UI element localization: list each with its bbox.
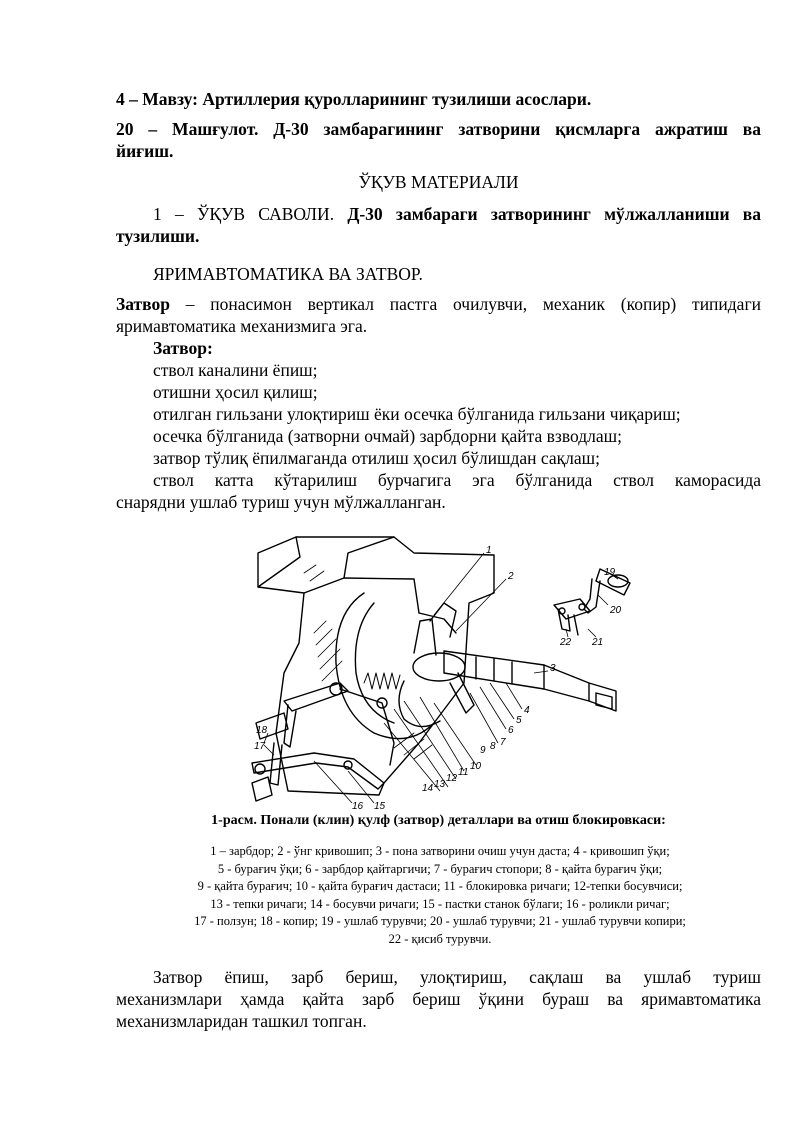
section-title: ЎҚУВ МАТЕРИАЛИ: [358, 172, 519, 192]
callout-12: 12: [446, 773, 458, 784]
list-item: отилган гильзани улоқтириш ёки осечка бўлганида гильзани чиқариш;: [153, 404, 681, 424]
callout-6: 6: [508, 725, 514, 736]
legend-line: 22 - қисиб турувчи.: [388, 931, 492, 946]
subtitle: ЯРИМАВТОМАТИКА ВА ЗАТВОР.: [153, 264, 423, 284]
paragraph-1-line-2: яримавтоматика механизмига эга.: [116, 316, 368, 336]
figure-caption: 1-расм. Понали (клин) қулф (затвор) деталлари ва отиш блокировкаси:: [211, 813, 666, 828]
callout-10: 10: [470, 761, 482, 772]
topic-heading: 4 – Мавзу: Артиллерия қуролларининг тузилиши асослари.: [116, 89, 592, 109]
callout-4: 4: [524, 705, 530, 716]
paragraph-1-line-1: [116, 293, 761, 315]
legend-line: 13 - тепки ричаги; 14 - босувчи ричаги; 15 - пастки станок бўлаги; 16 - роликли ричаг;: [210, 896, 670, 911]
list-heading: Затвор:: [153, 338, 213, 358]
list-item: затвор тўлиқ ёпилмаганда отилиш ҳосил бўлишдан сақлаш;: [153, 448, 600, 468]
callout-11: 11: [458, 767, 469, 778]
list-item-last-line-1: ствол катта кўтарилиш бурчагига эга бўлганида ствол каморасида: [153, 470, 761, 490]
question-line-2: тузилиши.: [116, 226, 200, 246]
callout-19: 19: [604, 567, 616, 578]
term-zatvor: Затвор: [116, 294, 170, 314]
closing-paragraph-line-3: механизмларидан ташкил топган.: [116, 1011, 367, 1031]
legend-line: 17 - ползун; 18 - копир; 19 - ушлаб турувчи; 20 - ушлаб турувчи; 21 - ушлаб турувчи копири;: [194, 914, 686, 928]
callout-16: 16: [352, 801, 364, 811]
list-item-last-line-2: снарядни ушлаб туриш учун мўлжалланган.: [116, 492, 446, 512]
lesson-heading-line-2: йиғиш.: [116, 141, 174, 161]
legend-line: 5 - бурағич ўқи; 6 - зарбдор қайтаргичи; 7 - бурағич стопори; 8 - қайта бурағич ўқи;: [217, 861, 663, 876]
lesson-heading-line-1: 20 – Машғулот. Д-30 замбарагининг затворини қисмларга ажратиш ва: [116, 119, 761, 139]
question-prefix: 1 – ЎҚУВ САВОЛИ.: [153, 204, 335, 224]
callout-13: 13: [434, 779, 446, 790]
paragraph-1-rest: – понасимон вертикал пастга очилувчи, механик (копир) типидаги: [185, 294, 761, 314]
list-item: ствол каналини ёпиш;: [153, 360, 318, 380]
callout-5: 5: [516, 715, 522, 726]
legend-line: 9 - қайта бурағич; 10 - қайта бурағич дастаси; 11 - блокировка ричаги; 12-тепки босувчиси;: [197, 879, 683, 893]
question-title: Д-30 замбараги затворининг мўлжалланиши ва: [347, 204, 762, 224]
callout-2: 2: [508, 571, 514, 582]
breech-mechanism-drawing: [244, 533, 644, 811]
holder-assembly-detail: [554, 569, 630, 635]
figure-legend: [100, 843, 780, 948]
callout-8: 8: [490, 741, 496, 752]
callout-14: 14: [422, 783, 434, 794]
callout-22: 22: [560, 637, 572, 648]
callout-18: 18: [256, 725, 268, 736]
callout-7: 7: [500, 737, 506, 748]
list-item: осечка бўлганида (затворни очмай) зарбдорни қайта взводлаш;: [153, 426, 622, 446]
crank-hub: [413, 653, 465, 681]
callout-21: 21: [592, 637, 604, 648]
callout-15: 15: [374, 801, 386, 811]
callout-20: 20: [610, 605, 622, 616]
closing-paragraph-line-2: механизмлари ҳамда қайта зарб бериш ўқини бураш ва яримавтоматика: [116, 989, 761, 1009]
callout-9: 9: [480, 745, 486, 756]
cocking-lever: [284, 683, 348, 711]
callout-17: 17: [254, 741, 266, 752]
list-item: отишни ҳосил қилиш;: [153, 382, 318, 402]
question-line-1: [116, 203, 761, 225]
closing-paragraph-line-1: Затвор ёпиш, зарб бериш, улоқтириш, сақлаш ва ушлаб туриш: [153, 967, 761, 987]
callout-1: 1: [486, 545, 492, 556]
callout-3: 3: [550, 663, 556, 674]
legend-line: 1 – зарбдор; 2 - ўнг кривошип; 3 - пона затворини очиш учун даста; 4 - кривошип ўқи;: [210, 844, 670, 858]
